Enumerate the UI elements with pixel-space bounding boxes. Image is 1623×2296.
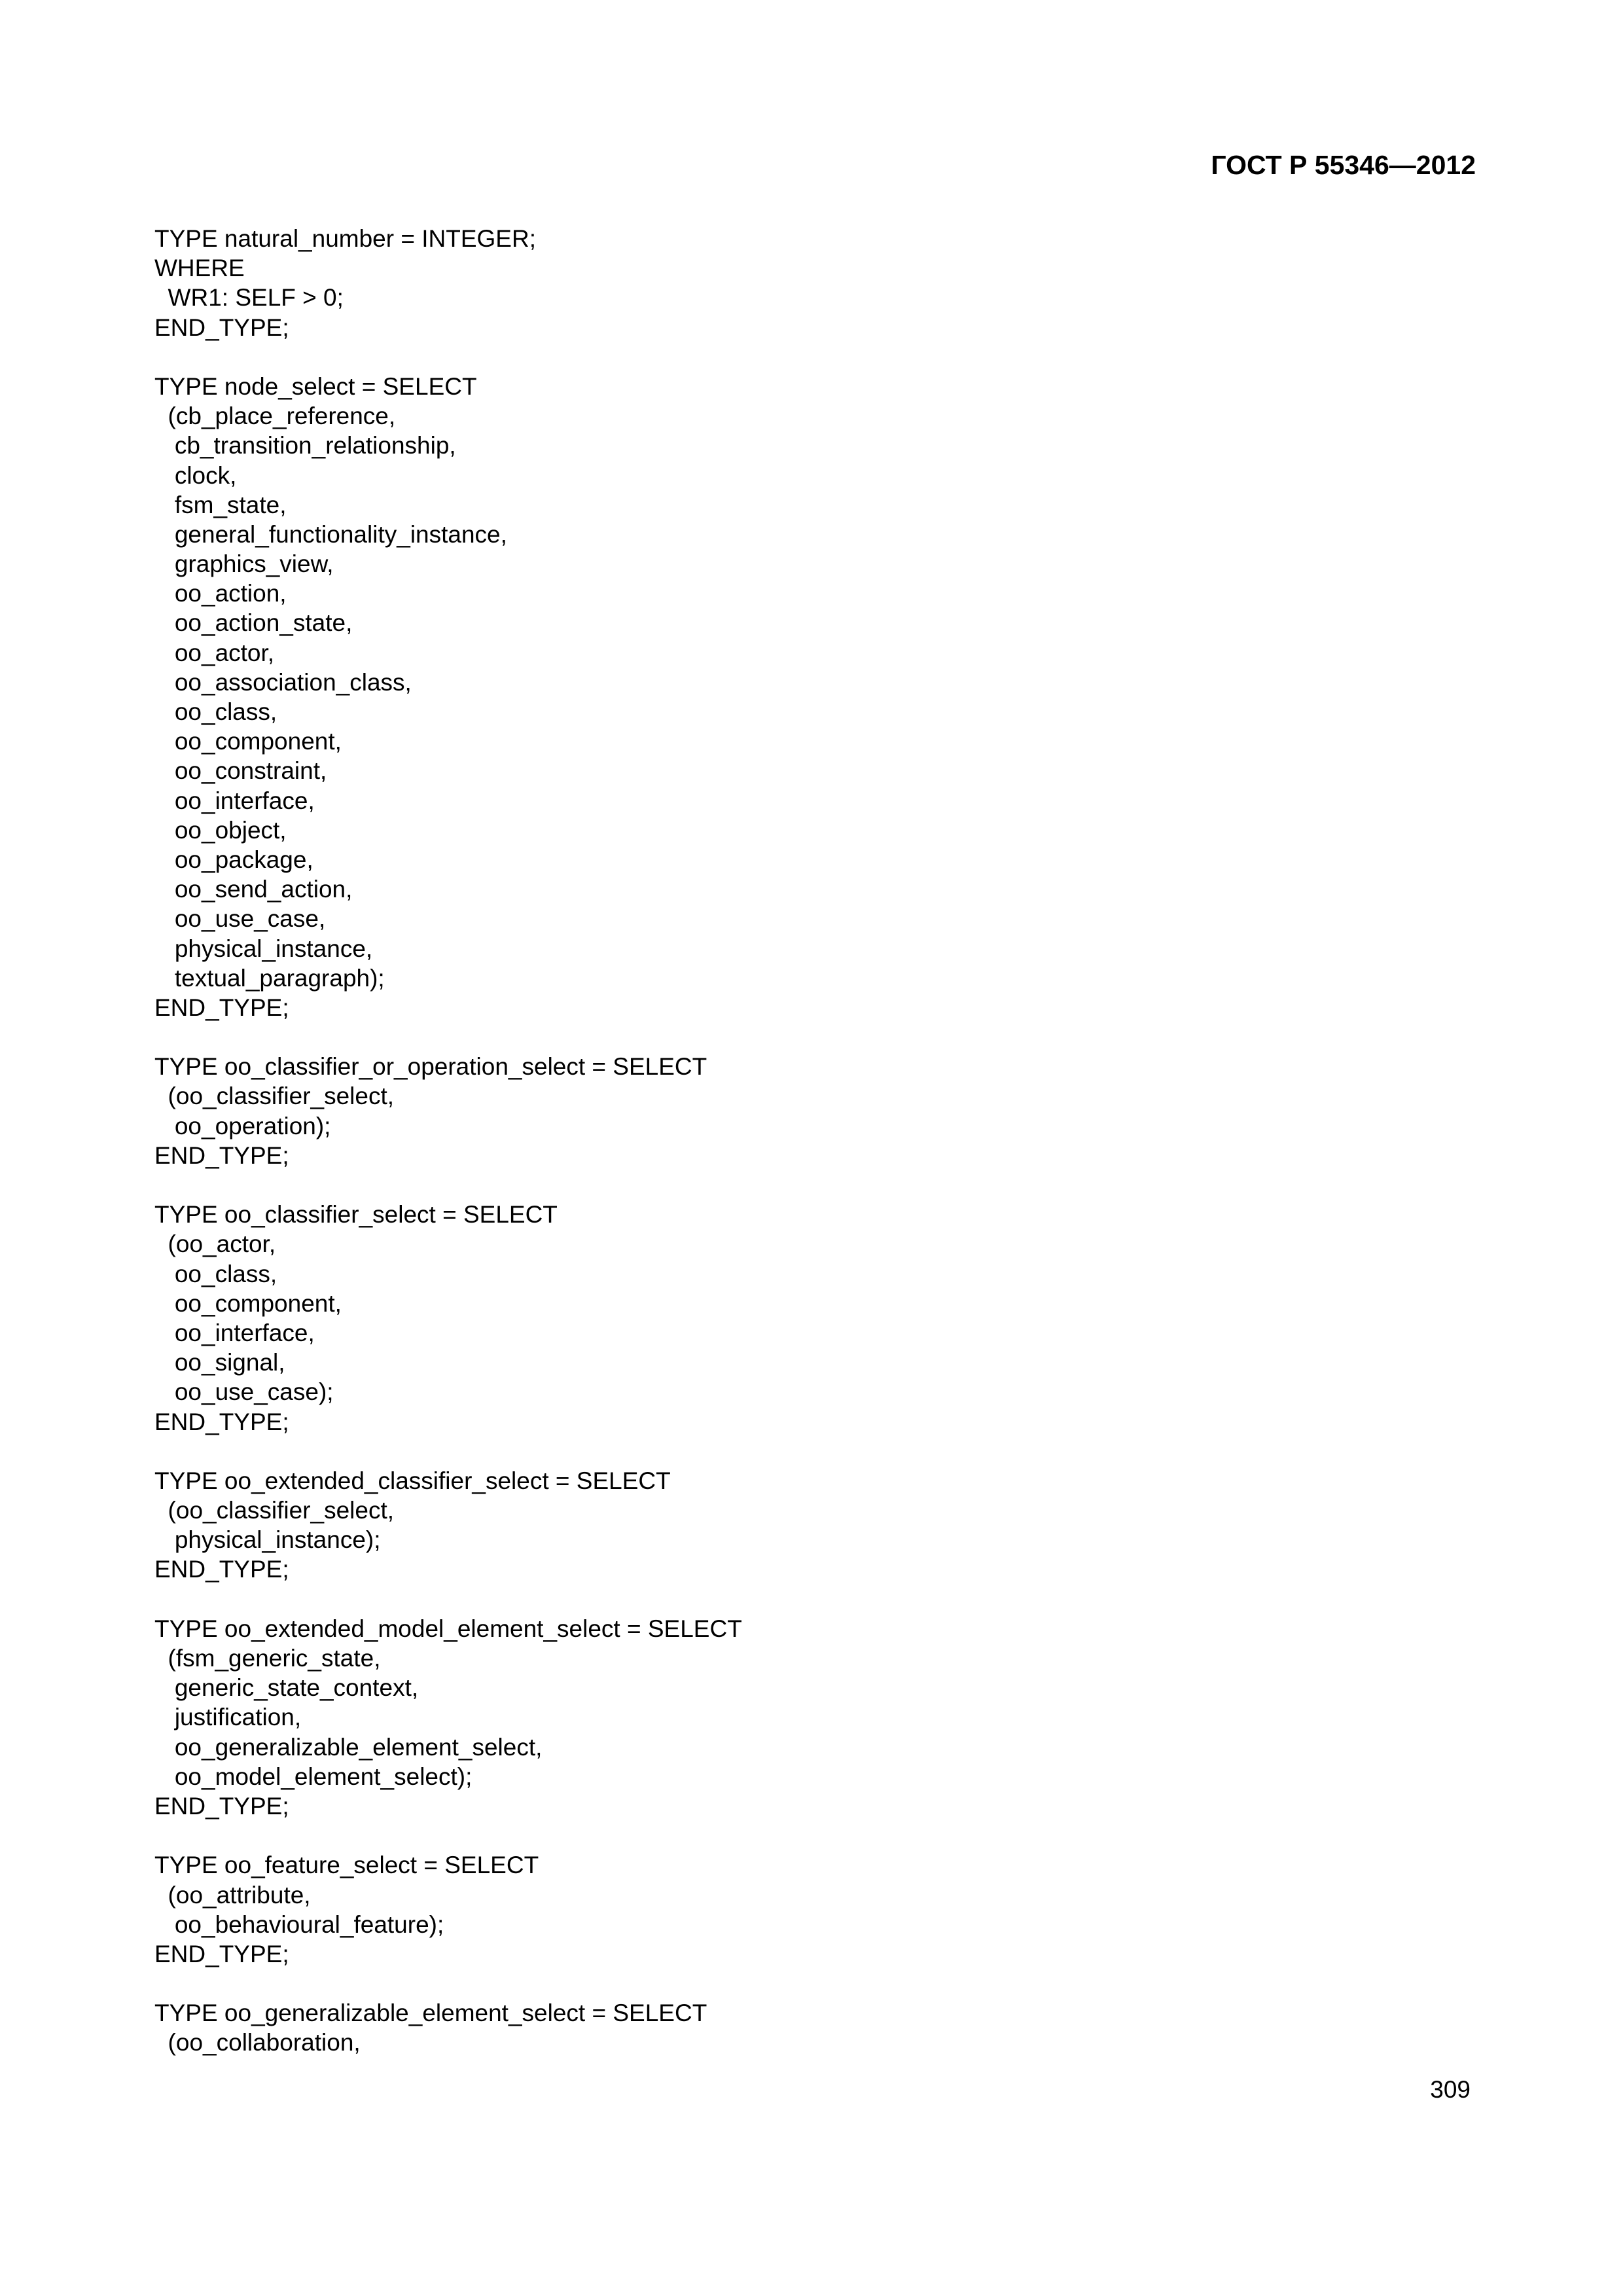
code-line: oo_package,: [154, 846, 313, 873]
code-line: oo_interface,: [154, 787, 315, 814]
code-line: oo_send_action,: [154, 876, 353, 903]
code-line: oo_action,: [154, 580, 287, 607]
code-line: (oo_classifier_select,: [154, 1083, 395, 1110]
code-line: (cb_place_reference,: [154, 403, 396, 430]
code-line: [154, 1585, 1463, 1614]
code-line: oo_behavioural_feature);: [154, 1910, 444, 1938]
code-line: physical_instance);: [154, 1526, 381, 1554]
code-line: oo_interface,: [154, 1319, 315, 1346]
code-line: TYPE node_select = SELECT: [154, 372, 477, 400]
code-line: WHERE: [154, 255, 245, 282]
code-line: (oo_actor,: [154, 1230, 276, 1258]
code-line: END_TYPE;: [154, 1940, 289, 1967]
code-line: oo_association_class,: [154, 668, 412, 696]
code-line: oo_use_case,: [154, 905, 326, 933]
code-line: oo_class,: [154, 1260, 277, 1287]
code-line: END_TYPE;: [154, 314, 289, 341]
code-line: oo_action_state,: [154, 609, 353, 637]
code-line: oo_class,: [154, 698, 277, 725]
code-line: justification,: [154, 1704, 302, 1731]
code-line: TYPE oo_extended_classifier_select = SELECT: [154, 1467, 671, 1494]
code-line: END_TYPE;: [154, 994, 289, 1021]
code-line: oo_component,: [154, 728, 342, 755]
code-line: (fsm_generic_state,: [154, 1645, 381, 1672]
code-line: TYPE oo_feature_select = SELECT: [154, 1852, 539, 1879]
code-line: (oo_collaboration,: [154, 2029, 361, 2056]
code-line: [154, 1437, 1463, 1466]
code-line: oo_generalizable_element_select,: [154, 1733, 543, 1761]
express-code-listing: [154, 224, 1463, 2058]
code-line: graphics_view,: [154, 550, 334, 578]
code-line: [154, 1170, 1463, 1200]
code-line: oo_operation);: [154, 1112, 331, 1139]
code-line: TYPE natural_number = INTEGER;: [154, 225, 536, 252]
code-line: [154, 1969, 1463, 1998]
code-line: (oo_attribute,: [154, 1881, 311, 1909]
code-line: [154, 342, 1463, 372]
code-line: oo_constraint,: [154, 757, 327, 785]
code-line: oo_actor,: [154, 639, 275, 666]
code-line: END_TYPE;: [154, 1556, 289, 1583]
code-line: clock,: [154, 461, 237, 489]
code-line: textual_paragraph);: [154, 964, 385, 992]
code-line: (oo_classifier_select,: [154, 1497, 395, 1524]
code-line: TYPE oo_classifier_or_operation_select = SELECT: [154, 1053, 707, 1081]
code-line: TYPE oo_generalizable_element_select = SELECT: [154, 2000, 707, 2027]
code-line: oo_use_case);: [154, 1378, 334, 1406]
page-number: 309: [1430, 2076, 1471, 2103]
code-line: [154, 1821, 1463, 1850]
code-line: cb_transition_relationship,: [154, 432, 456, 459]
document-standard-id: ГОСТ Р 55346—2012: [1211, 150, 1476, 180]
code-line: [154, 1022, 1463, 1052]
code-line: oo_model_element_select);: [154, 1763, 473, 1790]
code-line: END_TYPE;: [154, 1792, 289, 1820]
code-line: oo_object,: [154, 816, 287, 844]
code-line: fsm_state,: [154, 491, 287, 518]
code-line: WR1: SELF > 0;: [154, 284, 344, 312]
code-line: physical_instance,: [154, 935, 373, 962]
code-line: END_TYPE;: [154, 1408, 289, 1435]
code-line: TYPE oo_extended_model_element_select = SELECT: [154, 1615, 742, 1642]
code-line: oo_component,: [154, 1289, 342, 1317]
code-line: general_functionality_instance,: [154, 520, 507, 548]
code-line: generic_state_context,: [154, 1674, 419, 1702]
code-line: TYPE oo_classifier_select = SELECT: [154, 1201, 558, 1229]
code-line: oo_signal,: [154, 1349, 285, 1376]
code-line: END_TYPE;: [154, 1141, 289, 1169]
